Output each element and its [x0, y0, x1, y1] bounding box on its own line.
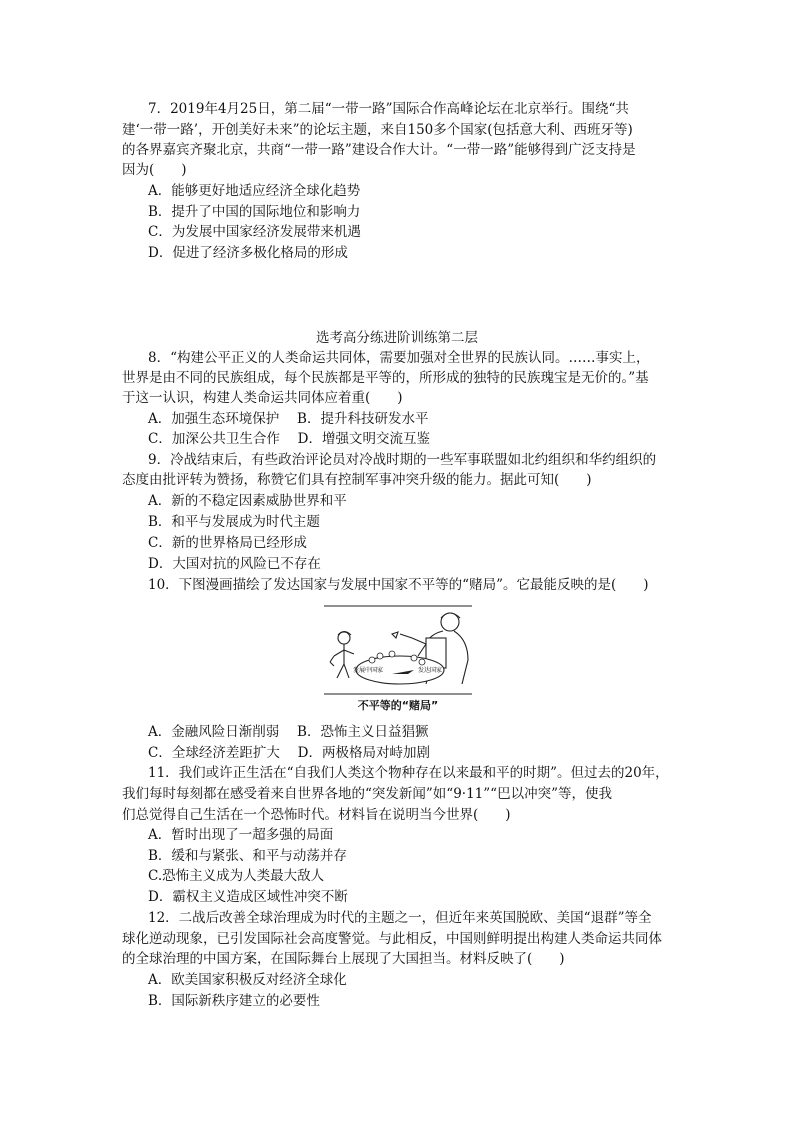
q7-option-c: C．为发展中国家经济发展带来机遇	[148, 224, 361, 240]
q7-option-a: A．能够更好地适应经济全球化趋势	[148, 183, 361, 199]
q10-stem-line1: 10．下图漫画描绘了发达国家与发展中国家不平等的“赌局”。它最能反映的是( )	[148, 577, 649, 593]
q9-option-a: A．新的不稳定因素威胁世界和平	[148, 493, 347, 509]
developing-country-figure	[330, 632, 354, 679]
q12-stem-line2: 球化逆动现象，已引发国际社会高度警觉。与此相反，中国则鲜明提出构建人类命运共同体	[122, 931, 662, 947]
label-developed: 发达国家	[417, 667, 443, 674]
q7-option-d: D．促进了经济多极化格局的形成	[148, 245, 348, 261]
q10-options-ab: A．金融风险日渐削弱 B．恐怖主义日益猖獗	[148, 724, 429, 740]
q11-option-d: D．霸权主义造成区域性冲突不断	[148, 889, 348, 905]
q8-stem-line1: 8．“构建公平正义的人类命运共同体，需要加强对全世界的民族认同。……事实上，	[148, 350, 650, 366]
q11-stem-line2: 我们每时每刻都在感受着来自世界各地的“突发新闻”如“9·11”“巴以冲突”等，使我	[122, 786, 612, 802]
q9-option-c: C．新的世界格局已经形成	[148, 535, 307, 551]
q9-stem-line2: 态度由批评转为赞扬，称赞它们具有控制军事冲突升级的能力。据此可知( )	[122, 472, 592, 488]
q7-option-b: B．提升了中国的国际地位和影响力	[148, 204, 361, 220]
q9-stem-line1: 9．冷战结束后，有些政治评论员对冷战时期的一些军事联盟如北约组织和华约组织的	[148, 452, 657, 468]
cartoon-figure	[322, 604, 474, 696]
label-developing: 发展中国家	[352, 667, 384, 674]
q8-stem-line3: 于这一认识，构建人类命运共同体应着重( )	[122, 390, 403, 406]
q12-stem-line1: 12．二战后改善全球治理成为时代的主题之一，但近年来英国脱欧、美国“退群”等全	[148, 910, 652, 926]
q11-option-b: B．缓和与紧张、和平与动荡并存	[148, 848, 347, 864]
q7-stem-line2: 建‘一带一路’，开创美好未来”的论坛主题，来自150多个国家(包括意大利、西班牙等)	[122, 122, 633, 138]
section-title: 选考高分练进阶训练第二层	[316, 330, 478, 346]
q8-stem-line2: 世界是由不同的民族组成，每个民族都是平等的，所形成的独特的民族瑰宝是无价的。”基	[122, 370, 649, 386]
figure-caption: 不平等的“赌局”	[357, 699, 439, 712]
q11-stem-line3: 们总觉得自己生活在一个恐怖时代。材料旨在说明当今世界( )	[122, 807, 511, 823]
q7-stem-line3: 的各界嘉宾齐聚北京，共商“一带一路”建设合作大计。“一带一路”能够得到广泛支持是	[122, 142, 636, 158]
q8-options-ab: A．加强生态环境保护 B．提升科技研发水平	[148, 411, 429, 427]
q11-option-c: C.恐怖主义成为人类最大敌人	[148, 868, 325, 884]
q11-option-a: A．暂时出现了一超多强的局面	[148, 827, 334, 843]
q8-options-cd: C．加深公共卫生合作 D．增强文明交流互鉴	[148, 431, 430, 447]
q12-stem-line3: 的全球治理的中国方案，在国际舞台上展现了大国担当。材料反映了( )	[122, 951, 565, 967]
q7-stem-line4: 因为( )	[122, 162, 187, 178]
q7-stem-line1: 7．2019年4月25日，第二届“一带一路”国际合作高峰论坛在北京举行。围绕“共	[148, 101, 629, 117]
q11-stem-line1: 11．我们或许正生活在“自我们人类这个物种存在以来最和平的时期”。但过去的20年，	[148, 765, 669, 781]
q9-option-b: B．和平与发展成为时代主题	[148, 514, 320, 530]
q10-options-cd: C．全球经济差距扩大 D．两极格局对峙加剧	[148, 745, 430, 761]
q9-option-d: D．大国对抗的风险已不存在	[148, 556, 321, 572]
q12-option-a: A．欧美国家积极反对经济全球化	[148, 972, 347, 988]
q12-option-b: B．国际新秩序建立的必要性	[148, 993, 320, 1009]
